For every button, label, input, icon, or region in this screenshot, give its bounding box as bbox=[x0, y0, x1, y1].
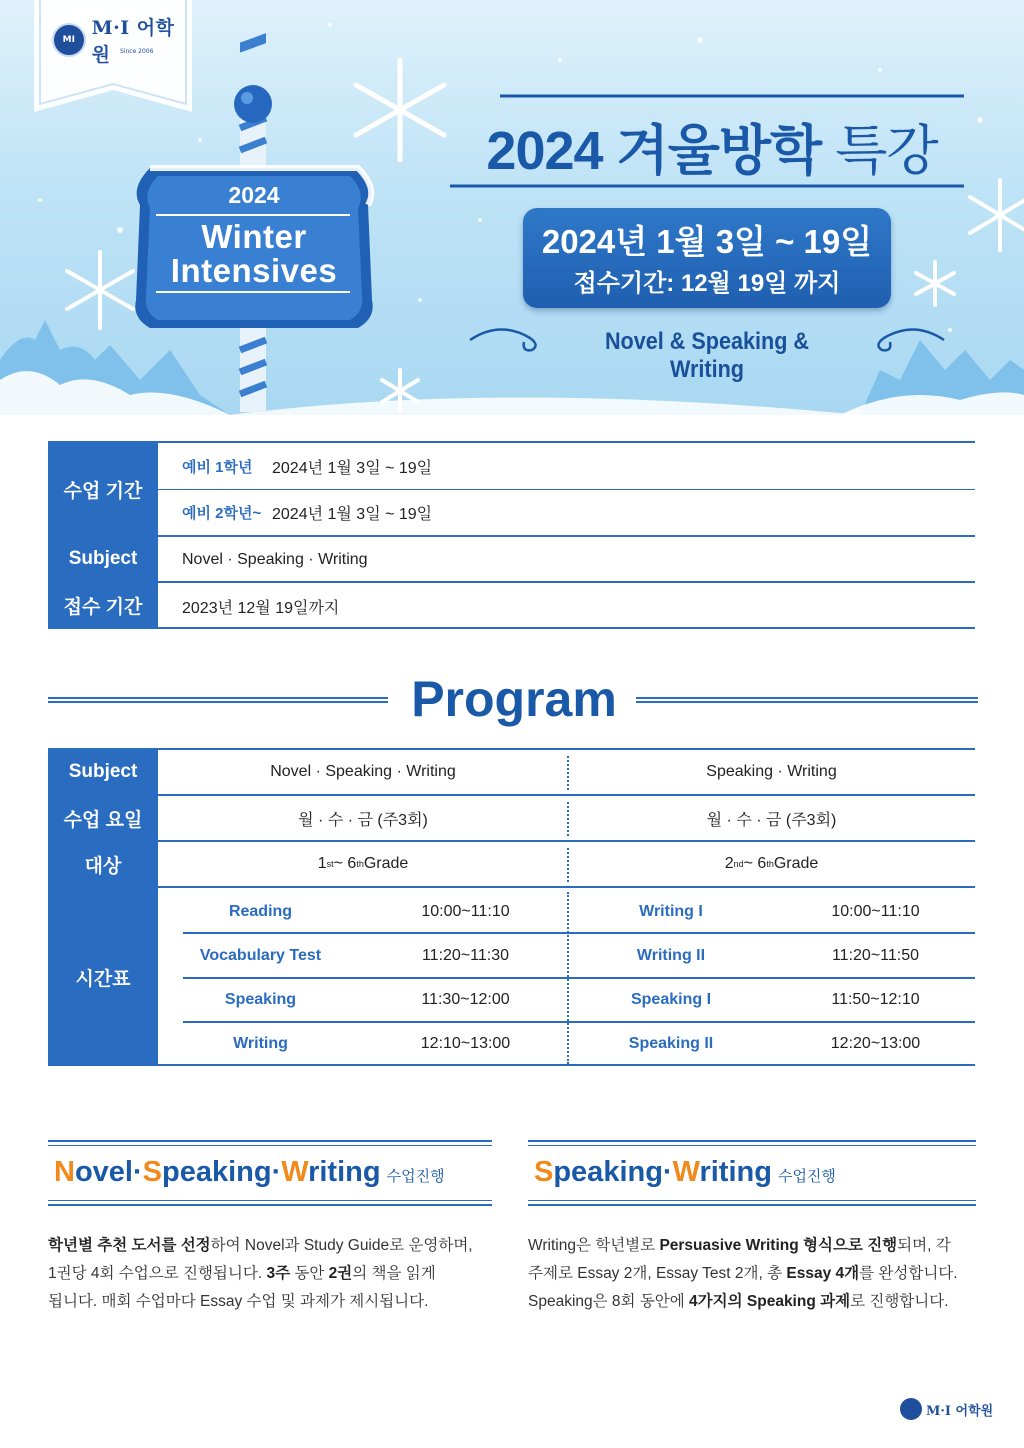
program-target-label: 대상 bbox=[48, 842, 158, 886]
program-target-b: 2 nd ~ 6 th Grade bbox=[724, 855, 819, 872]
info-row-registration bbox=[48, 581, 975, 629]
subject-value: Novel · Speaking · Writing bbox=[182, 551, 368, 568]
divider bbox=[48, 697, 388, 703]
period-row bbox=[158, 443, 975, 489]
footer-academy-name: M·I 어학원 bbox=[926, 1403, 994, 1419]
desc-body: 학년별 추천 도서를 선정하여 Novel과 Study Guide로 운영하며, 1권당 4회 수업으로 진행됩니다. 3주 동안 2권의 책을 읽게 됩니다. 매회 수업마다 Essay 수업 및 과제가 제시됩니다. bbox=[48, 1237, 473, 1310]
footer-logo[interactable] bbox=[900, 1398, 993, 1420]
page-title-bold: 2024 겨울방학 bbox=[486, 121, 822, 181]
schedule-class: Reading bbox=[228, 903, 293, 920]
course-dates: 2024년 1월 3일 ~ 19일 bbox=[541, 223, 873, 260]
divider bbox=[636, 697, 978, 703]
desc-title: Speaking·Writing 수업진행 bbox=[534, 1156, 836, 1188]
desc-speaking-writing bbox=[528, 1140, 976, 1316]
sign-title-line1: Winter bbox=[201, 218, 307, 255]
schedule-time: 11:30~12:00 bbox=[421, 991, 510, 1008]
program-schedule-label: 시간표 bbox=[48, 888, 158, 1066]
program-subject-b: Speaking · Writing bbox=[706, 763, 837, 780]
program-row-schedule bbox=[48, 886, 975, 1066]
program-row-days bbox=[48, 794, 975, 840]
schedule-time: 10:00~11:10 bbox=[831, 903, 920, 920]
schedule-class: Speaking bbox=[224, 991, 297, 1008]
period-dates: 2024년 1월 3일 ~ 19일 bbox=[272, 506, 433, 523]
program-days-b: 월 · 수 · 금 (주3회) bbox=[706, 811, 837, 829]
schedule-time: 12:10~13:00 bbox=[420, 1035, 511, 1052]
registration-deadline: 접수기간: 12월 19일 까지 bbox=[573, 270, 841, 297]
desc-novel-speaking-writing bbox=[48, 1140, 492, 1316]
schedule-class: Speaking II bbox=[628, 1035, 714, 1052]
registration-label: 접수 기간 bbox=[48, 583, 158, 627]
program-subject-label: Subject bbox=[48, 750, 158, 794]
program-title: Program bbox=[411, 671, 617, 727]
info-row-period bbox=[48, 441, 975, 535]
schedule-time: 10:00~11:10 bbox=[421, 903, 510, 920]
desc-header bbox=[48, 1140, 492, 1206]
period-dates: 2024년 1월 3일 ~ 19일 bbox=[272, 459, 433, 477]
page-title-light: 특강 bbox=[835, 121, 938, 181]
program-row-subject bbox=[48, 748, 975, 794]
registration-cell bbox=[158, 583, 975, 629]
program-row-target bbox=[48, 840, 975, 886]
period-row bbox=[158, 489, 975, 535]
schedule-time: 11:50~12:10 bbox=[831, 991, 920, 1008]
program-days-label: 수업 요일 bbox=[48, 796, 158, 840]
schedule-time: 11:20~11:30 bbox=[421, 947, 510, 964]
sign-title-line2: Intensives bbox=[170, 252, 338, 289]
subject-label: Subject bbox=[48, 537, 158, 581]
academy-seal-icon: MI bbox=[52, 23, 86, 57]
schedule-time: 12:20~13:00 bbox=[830, 1035, 921, 1052]
period-label: 수업 기간 bbox=[48, 443, 158, 535]
period-grade: 예비 2학년~ bbox=[182, 505, 262, 522]
period-grade: 예비 1학년 bbox=[182, 458, 253, 476]
schedule-class: Writing I bbox=[639, 903, 703, 920]
sign-year: 2024 bbox=[228, 182, 280, 208]
program-days-a: 월 · 수 · 금 (주3회) bbox=[298, 811, 428, 829]
logo-since: Since 2006 bbox=[120, 48, 154, 55]
page-title bbox=[452, 108, 972, 185]
schedule-class: Writing II bbox=[636, 947, 706, 964]
schedule-class: Writing bbox=[233, 1035, 288, 1052]
subject-cell bbox=[158, 537, 975, 583]
registration-value: 2023년 12월 19일까지 bbox=[182, 599, 340, 617]
schedule-class: Speaking I bbox=[630, 991, 712, 1008]
hero-subtitle: Novel & Speaking & Writing bbox=[604, 328, 810, 383]
program-target-a: 1 st ~ 6 th Grade bbox=[317, 855, 409, 872]
schedule-time: 11:20~11:50 bbox=[831, 947, 920, 964]
desc-title: Novel·Speaking·Writing 수업진행 bbox=[54, 1156, 445, 1188]
program-table bbox=[48, 748, 975, 1066]
info-table bbox=[48, 441, 975, 629]
desc-header bbox=[528, 1140, 976, 1206]
desc-body: Writing은 학년별로 Persuasive Writing 형식으로 진행되며, 각 주제로 Essay 2개, Essay Test 2개, 총 Essay 4개를 완성합니다. Speaking은 8회 동안에 4가지의 Speaking 과제로 진행합니다. bbox=[528, 1237, 958, 1310]
academy-seal-icon bbox=[900, 1398, 922, 1420]
academy-name: M·I 어학원 bbox=[91, 17, 175, 66]
hero-banner bbox=[0, 0, 1024, 415]
program-subject-a: Novel · Speaking · Writing bbox=[270, 763, 456, 780]
sign-title bbox=[140, 220, 368, 288]
info-row-subject bbox=[48, 535, 975, 581]
schedule-class: Vocabulary Test bbox=[199, 947, 322, 964]
